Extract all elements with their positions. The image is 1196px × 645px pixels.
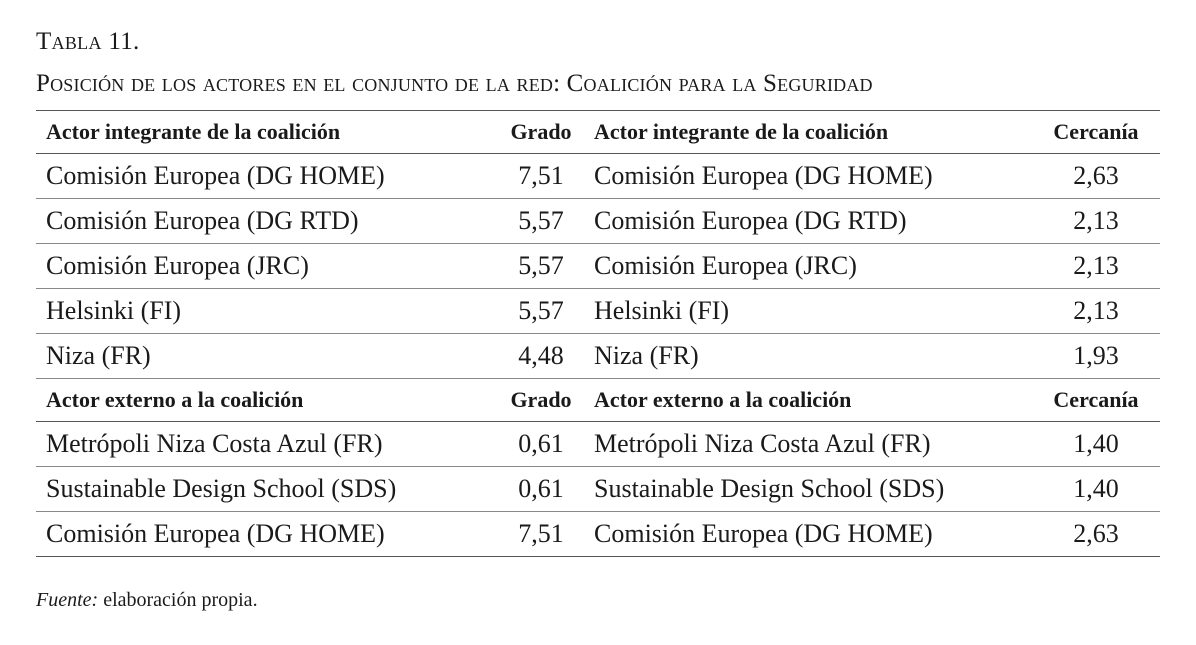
actor-name-cell: Comisión Europea (DG HOME) [36,512,498,557]
table-row [36,334,1160,379]
column-header-grado: Grado [498,111,584,154]
source-label: Fuente: [36,589,99,611]
column-header-actor-grado: Actor integrante de la coalición [36,111,498,154]
column-header-cercania: Cercanía [1032,379,1160,422]
cercania-value-cell: 1,40 [1032,422,1160,467]
grado-value-cell: 5,57 [498,199,584,244]
actor-name-cell: Helsinki (FI) [36,289,498,334]
actor-name-cell: Sustainable Design School (SDS) [36,467,498,512]
cercania-value-cell: 2,13 [1032,244,1160,289]
table-row [36,199,1160,244]
cercania-value-cell: 2,13 [1032,289,1160,334]
column-header-grado: Grado [498,379,584,422]
actor-name-cell: Comisión Europea (DG HOME) [584,512,1032,557]
actor-name-cell: Comisión Europea (DG HOME) [36,154,498,199]
actor-name-cell: Comisión Europea (JRC) [584,244,1032,289]
grado-value-cell: 0,61 [498,467,584,512]
actor-name-cell: Helsinki (FI) [584,289,1032,334]
grado-value-cell: 0,61 [498,422,584,467]
cercania-value-cell: 2,13 [1032,199,1160,244]
header-row-integrantes [36,111,1160,154]
source-note [36,589,258,612]
grado-value-cell: 4,48 [498,334,584,379]
table-row [36,467,1160,512]
actor-name-cell: Niza (FR) [36,334,498,379]
table-row [36,512,1160,557]
column-header-actor-cercania: Actor integrante de la coalición [584,111,1032,154]
source-text: elaboración propia. [98,589,258,611]
cercania-value-cell: 2,63 [1032,154,1160,199]
actor-name-cell: Niza (FR) [584,334,1032,379]
table-row [36,289,1160,334]
grado-value-cell: 5,57 [498,244,584,289]
table-row [36,422,1160,467]
table-number: Tabla 11. [36,28,140,55]
grado-value-cell: 7,51 [498,154,584,199]
grado-value-cell: 5,57 [498,289,584,334]
table-title: Posición de los actores en el conjunto de la red: Coalición para la Seguridad [36,70,873,97]
table-row [36,244,1160,289]
actor-name-cell: Metrópoli Niza Costa Azul (FR) [36,422,498,467]
header-row-externos [36,379,1160,422]
actor-name-cell: Comisión Europea (JRC) [36,244,498,289]
actor-name-cell: Comisión Europea (DG HOME) [584,154,1032,199]
actor-name-cell: Metrópoli Niza Costa Azul (FR) [584,422,1032,467]
table-row [36,154,1160,199]
actor-name-cell: Sustainable Design School (SDS) [584,467,1032,512]
grado-value-cell: 7,51 [498,512,584,557]
actors-position-table [36,110,1160,557]
actor-name-cell: Comisión Europea (DG RTD) [36,199,498,244]
column-header-actor-grado: Actor externo a la coalición [36,379,498,422]
column-header-cercania: Cercanía [1032,111,1160,154]
cercania-value-cell: 1,93 [1032,334,1160,379]
column-header-actor-cercania: Actor externo a la coalición [584,379,1032,422]
cercania-value-cell: 2,63 [1032,512,1160,557]
cercania-value-cell: 1,40 [1032,467,1160,512]
actor-name-cell: Comisión Europea (DG RTD) [584,199,1032,244]
